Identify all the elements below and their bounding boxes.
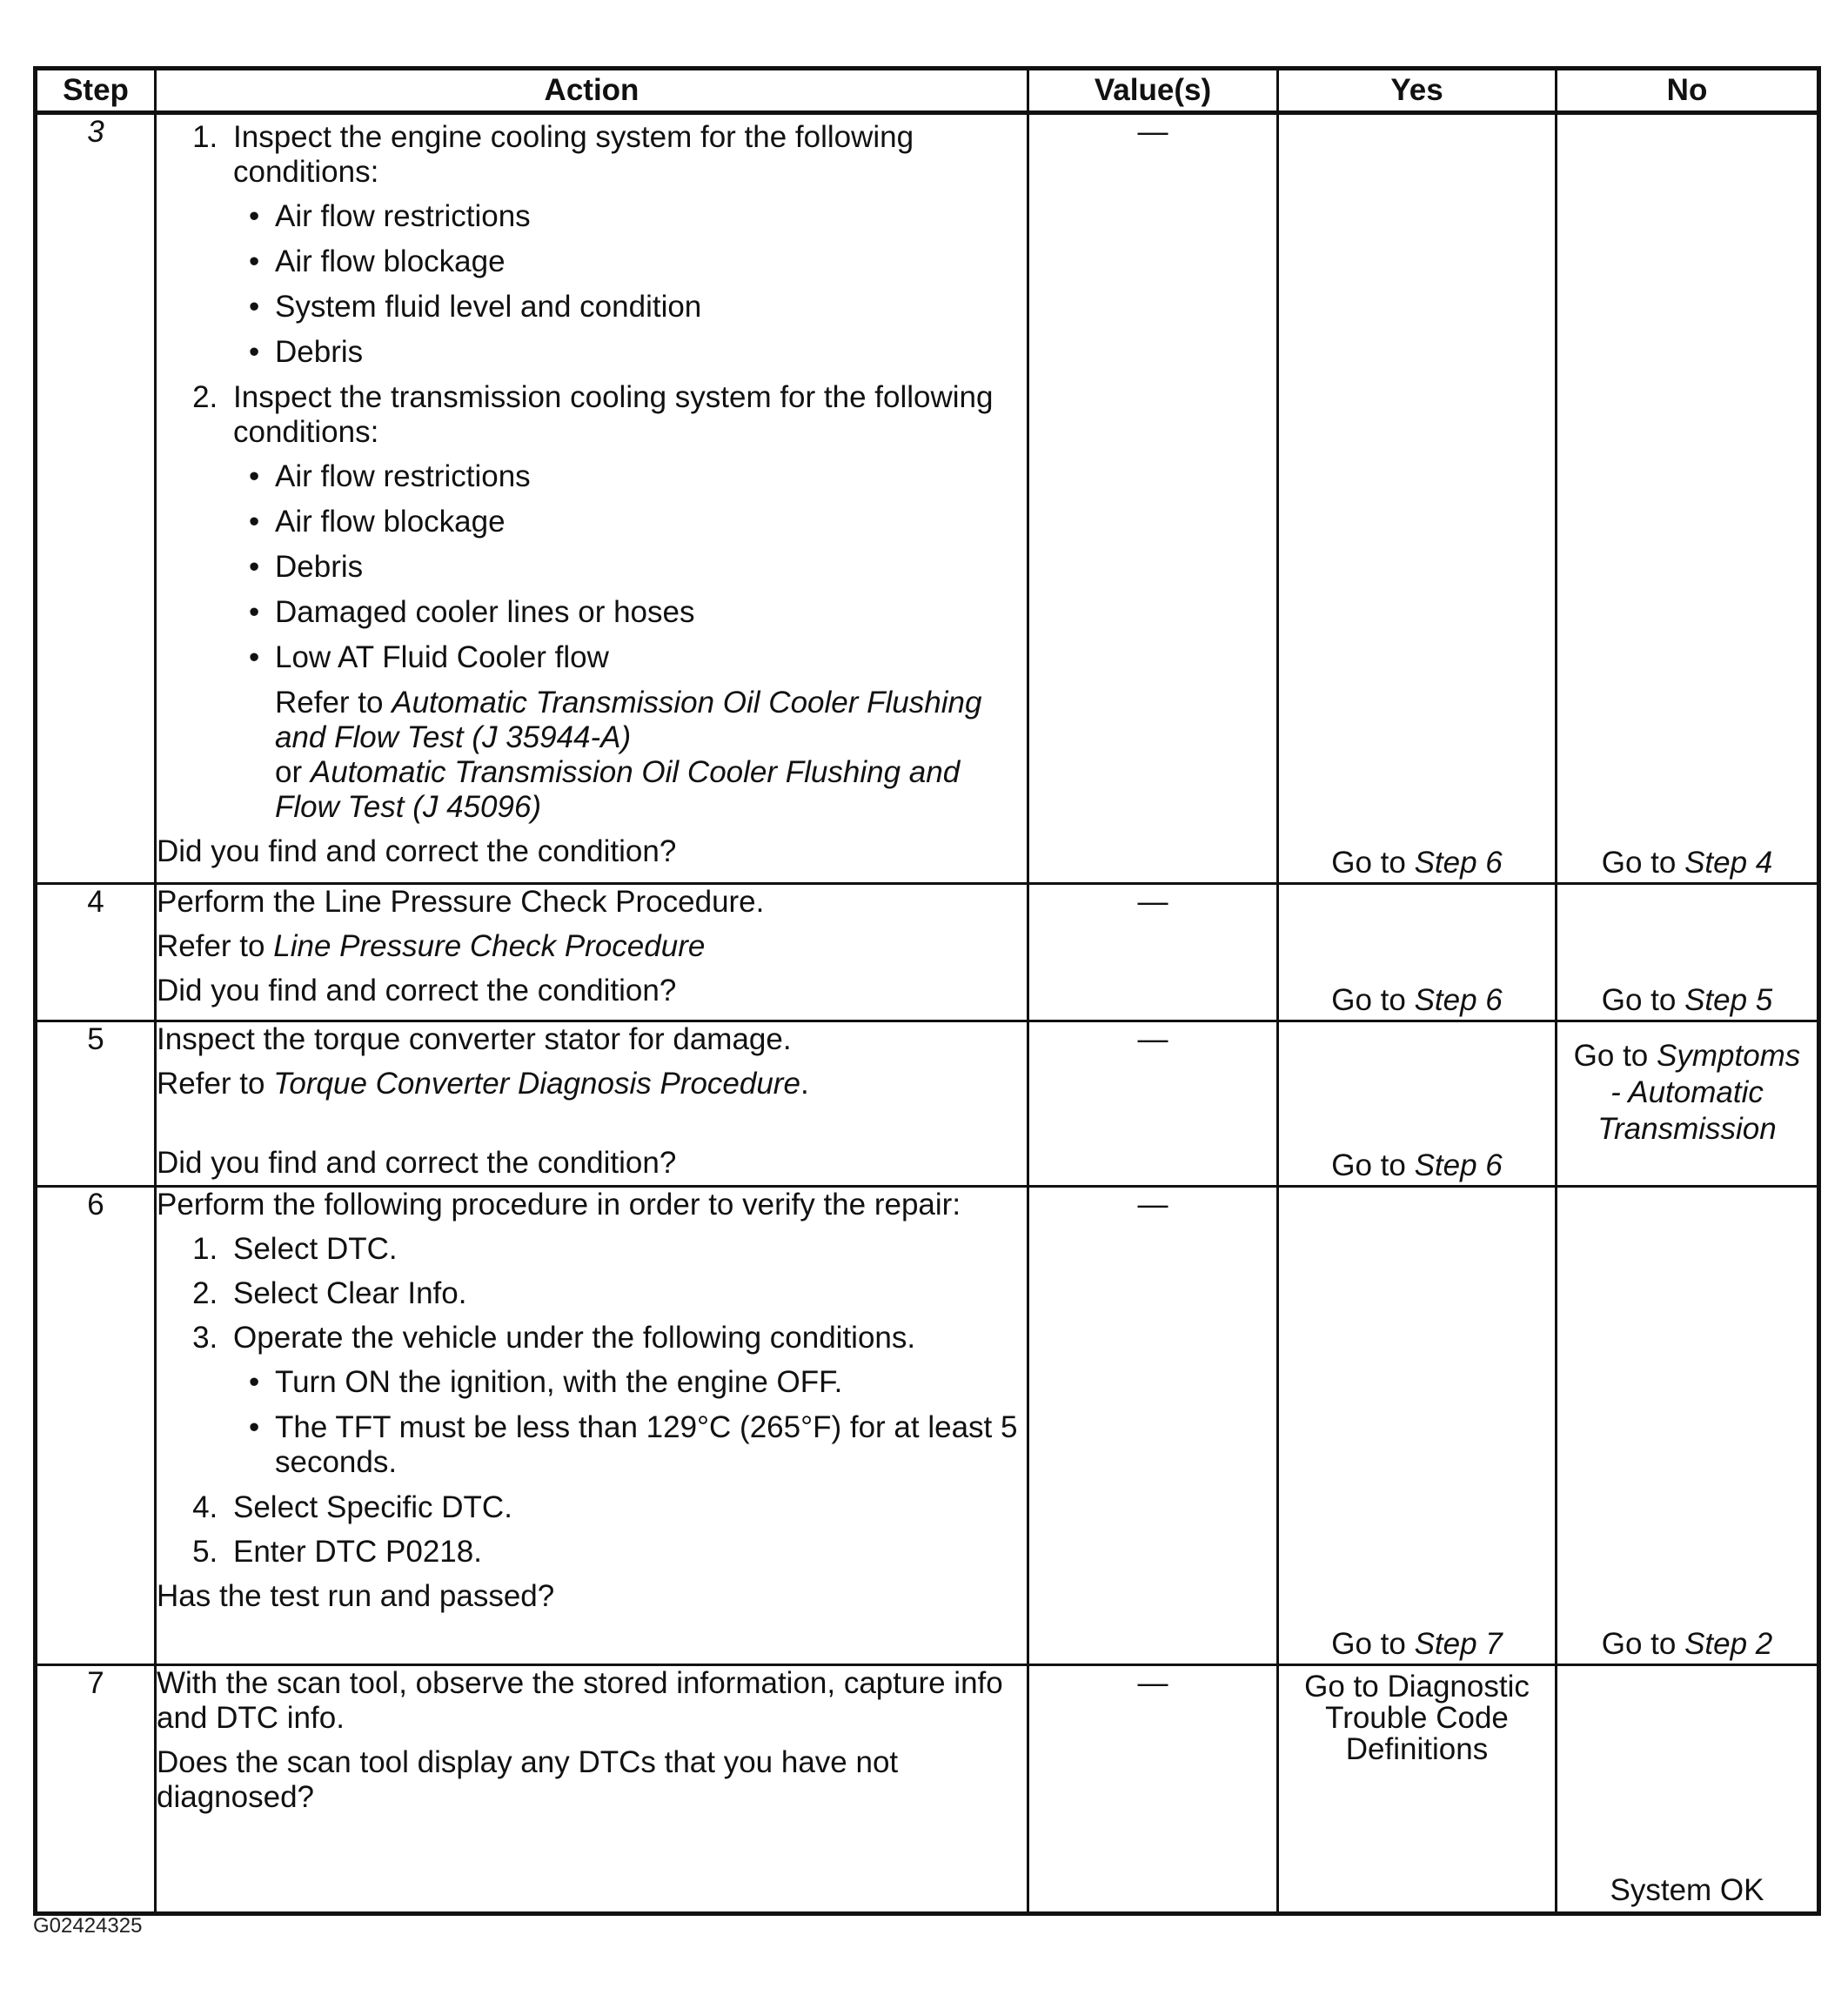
bullet-item: • System fluid level and condition [275, 290, 1027, 325]
list-item: 5. Enter DTC P0218. [226, 1535, 1027, 1570]
table-row-step-3 [36, 113, 1819, 884]
yes-cell [1278, 1187, 1557, 1665]
table-row-step-6 [36, 1187, 1819, 1665]
no-result [1557, 846, 1817, 880]
step-number: 4 [36, 884, 156, 1021]
value-cell: — [1028, 884, 1278, 1021]
symptoms-link[interactable]: Symptoms [1657, 1039, 1801, 1073]
question-text: Did you find and correct the condition? [157, 974, 677, 1008]
no-result: System OK [1610, 1873, 1764, 1907]
action-text: Perform the Line Pressure Check Procedure. [157, 885, 765, 919]
refer-prefix: Refer to [157, 929, 274, 963]
action-text: Perform the following procedure in order to verify the repair: [157, 1188, 961, 1222]
reference-link[interactable]: Automatic Transmission Oil Cooler Flushing and Flow Test (J 35944-A) [275, 686, 982, 754]
step-link[interactable]: Step 7 [1414, 1627, 1503, 1661]
header-row [36, 69, 1819, 113]
no-result [1557, 983, 1817, 1018]
refer-prefix: Refer to [157, 1067, 274, 1101]
goto-prefix: Go to [1331, 846, 1415, 880]
bullet-item: • Turn ON the ignition, with the engine OFF. [275, 1365, 1027, 1400]
figure-id: G02424325 [33, 1914, 143, 1938]
header-values: Value(s) [1028, 69, 1278, 113]
step-number: 3 [36, 113, 156, 884]
step-number: 6 [36, 1187, 156, 1665]
yes-result [1279, 983, 1555, 1018]
header-no: No [1557, 69, 1819, 113]
no-result [1557, 1627, 1817, 1662]
list-item: 4. Select Specific DTC. [226, 1490, 1027, 1525]
no-cell [1557, 1187, 1819, 1665]
list-item-text: Operate the vehicle under the following conditions. [233, 1321, 916, 1355]
bullet-item: • Air flow restrictions [275, 459, 1027, 494]
yes-cell [1278, 884, 1557, 1021]
bullet-item: • Damaged cooler lines or hoses [275, 595, 1027, 630]
question-text: Has the test run and passed? [157, 1579, 555, 1613]
step-link[interactable]: Step 5 [1684, 983, 1773, 1017]
value-cell: — [1028, 1021, 1278, 1187]
step-link[interactable]: Step 6 [1414, 1148, 1503, 1182]
bullet-item: • Low AT Fluid Cooler flow [275, 640, 1027, 675]
no-cell [1557, 1021, 1819, 1187]
yes-cell [1278, 1021, 1557, 1187]
step-link[interactable]: Step 4 [1684, 846, 1773, 880]
action-cell [156, 1187, 1028, 1665]
header-step: Step [36, 69, 156, 113]
bullet-item: • Air flow blockage [275, 244, 1027, 279]
symptoms-link-line2[interactable]: - Automatic [1610, 1075, 1764, 1109]
dtc-definitions-link[interactable]: Go to Diagnostic [1304, 1670, 1530, 1704]
dtc-definitions-link-line3[interactable]: Definitions [1345, 1732, 1489, 1766]
bullet-item: • Air flow blockage [275, 505, 1027, 539]
bullet-item: • The TFT must be less than 129°C (265°F) for at least 5 seconds. [275, 1410, 1027, 1480]
yes-result [1279, 1627, 1555, 1662]
list-item [226, 1321, 1027, 1480]
numbered-list [157, 1232, 1027, 1570]
action-cell [156, 1665, 1028, 1914]
yes-cell [1278, 113, 1557, 884]
step-number: 5 [36, 1021, 156, 1187]
symptoms-link-line3[interactable]: Transmission [1597, 1112, 1777, 1146]
goto-prefix: Go to [1573, 1039, 1657, 1073]
step-link[interactable]: Step 6 [1414, 983, 1503, 1017]
step-link[interactable]: Step 2 [1684, 1627, 1773, 1661]
goto-prefix: Go to [1601, 1627, 1685, 1661]
reference-link[interactable]: Torque Converter Diagnosis Procedure [273, 1067, 800, 1101]
reference-link[interactable]: Line Pressure Check Procedure [273, 929, 706, 963]
refer-or: or [275, 755, 311, 789]
value-cell: — [1028, 1187, 1278, 1665]
action-cell [156, 113, 1028, 884]
goto-prefix: Go to [1601, 846, 1685, 880]
no-cell [1557, 113, 1819, 884]
goto-prefix: Go to [1331, 1627, 1415, 1661]
step-number: 7 [36, 1665, 156, 1914]
yes-result [1279, 1666, 1555, 1765]
list-item [226, 380, 1027, 825]
bullet-list [233, 199, 1027, 370]
bullet-list [233, 1365, 1027, 1480]
refer-suffix: . [800, 1067, 809, 1101]
value-cell: — [1028, 1665, 1278, 1914]
reference-text [157, 929, 1027, 964]
action-cell [156, 884, 1028, 1021]
action-text: With the scan tool, observe the stored information, capture info and DTC info. [157, 1666, 1003, 1735]
table-row-step-5 [36, 1021, 1819, 1187]
no-cell [1557, 1665, 1819, 1914]
question-text: Did you find and correct the condition? [157, 1146, 677, 1180]
question-text: Does the scan tool display any DTCs that you have not diagnosed? [157, 1745, 899, 1814]
reference-text [157, 1067, 1027, 1101]
bullet-item: • Air flow restrictions [275, 199, 1027, 234]
reference-text [275, 686, 1027, 825]
header-yes: Yes [1278, 69, 1557, 113]
no-result [1557, 1022, 1817, 1148]
refer-prefix: Refer to [275, 686, 392, 720]
spacer [157, 1111, 1027, 1146]
list-item-text: Inspect the transmission cooling system for the following conditions: [233, 380, 994, 449]
bullet-item: • Debris [275, 335, 1027, 370]
yes-cell [1278, 1665, 1557, 1914]
table-row-step-7 [36, 1665, 1819, 1914]
goto-prefix: Go to [1331, 1148, 1415, 1182]
goto-prefix: Go to [1331, 983, 1415, 1017]
header-action: Action [156, 69, 1028, 113]
bullet-item: • Debris [275, 550, 1027, 585]
list-item [226, 120, 1027, 370]
numbered-list [157, 120, 1027, 825]
bullet-list [233, 459, 1027, 675]
action-cell [156, 1021, 1028, 1187]
step-link[interactable]: Step 6 [1414, 846, 1503, 880]
action-text: Inspect the torque converter stator for damage. [157, 1022, 792, 1056]
goto-prefix: Go to [1601, 983, 1685, 1017]
list-item: 2. Select Clear Info. [226, 1276, 1027, 1311]
question-text: Did you find and correct the condition? [157, 834, 677, 868]
no-cell [1557, 884, 1819, 1021]
value-cell: — [1028, 113, 1278, 884]
reference-link[interactable]: Automatic Transmission Oil Cooler Flushing and Flow Test (J 45096) [275, 755, 961, 824]
list-item-text: Inspect the engine cooling system for the following conditions: [233, 120, 914, 189]
yes-result [1279, 1148, 1555, 1183]
yes-result [1279, 846, 1555, 880]
diagnostic-table [33, 66, 1821, 1916]
list-item: 1. Select DTC. [226, 1232, 1027, 1267]
dtc-definitions-link-line2[interactable]: Trouble Code [1325, 1701, 1509, 1735]
table-row-step-4 [36, 884, 1819, 1021]
